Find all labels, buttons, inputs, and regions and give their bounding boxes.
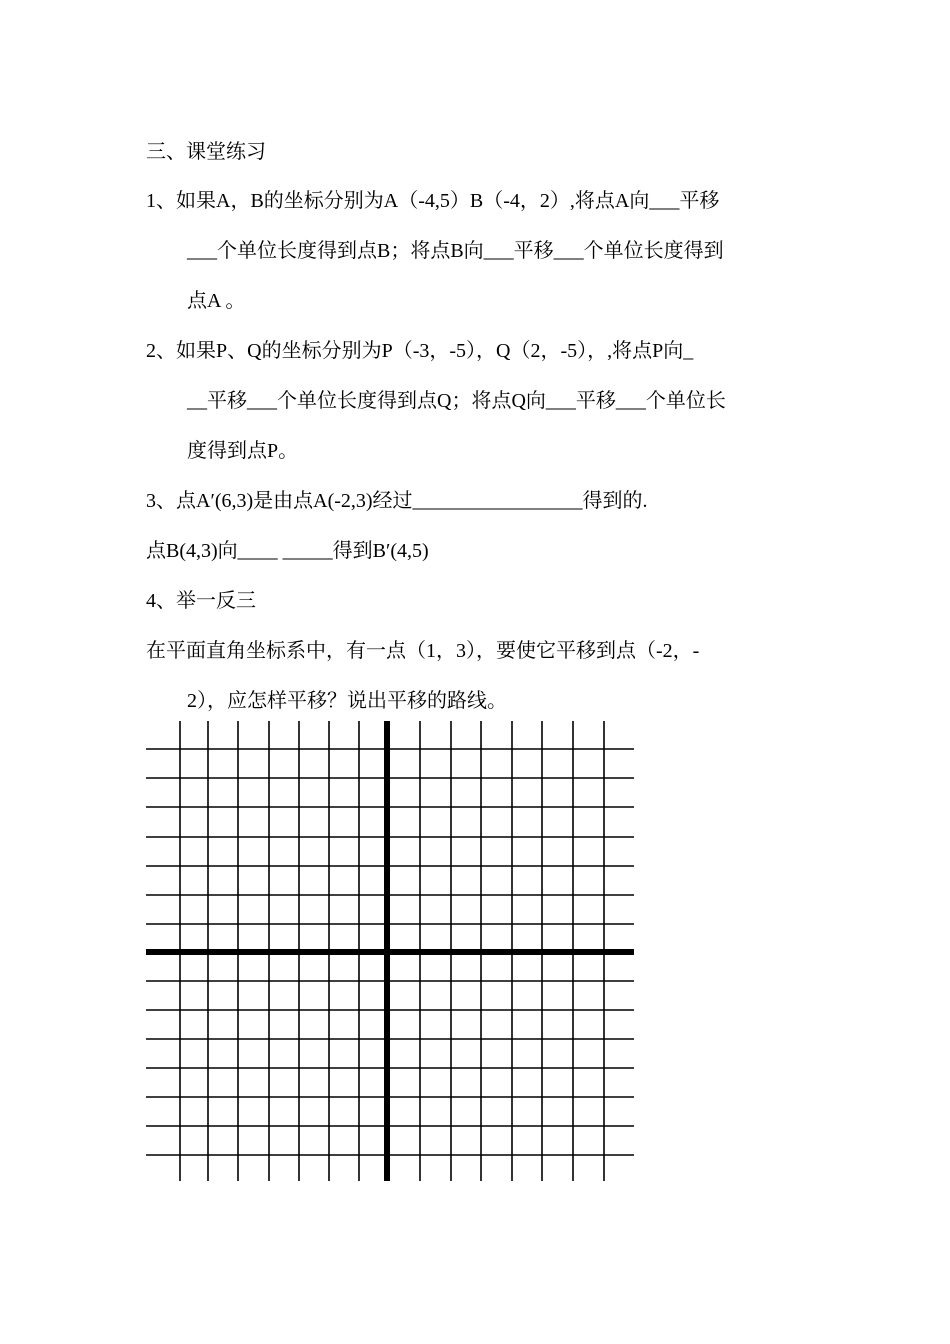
question-3-line-1: 3、点A′(6,3)是由点A(-2,3)经过_________________得到的. xyxy=(146,490,648,512)
question-4-line-1: 在平面直角坐标系中，有一点（1，3），要使它平移到点（-2，- xyxy=(146,640,700,662)
question-2-line-1: 2、如果P、Q的坐标分别为P（-3，-5），Q（2，-5），,将点P向_ xyxy=(146,340,694,362)
question-1-line-3: 点A 。 xyxy=(187,290,246,312)
question-2-line-2: __平移___个单位长度得到点Q；将点Q向___平移___个单位长 xyxy=(187,390,726,412)
question-1-line-1: 1、如果A，B的坐标分别为A（-4,5）B（-4，2）,将点A向___平移 xyxy=(146,190,720,212)
question-1-line-2: ___个单位长度得到点B；将点B向___平移___个单位长度得到 xyxy=(187,240,724,262)
question-2-line-3: 度得到点P。 xyxy=(187,440,299,462)
section-title: 三、课堂练习 xyxy=(146,141,266,163)
question-4-title: 4、举一反三 xyxy=(146,590,256,612)
question-3-line-2: 点B(4,3)向____ _____得到B′(4,5) xyxy=(146,540,429,562)
question-4-line-2: 2），应怎样平移？说出平移的路线。 xyxy=(187,690,507,712)
coordinate-grid xyxy=(146,721,636,1181)
